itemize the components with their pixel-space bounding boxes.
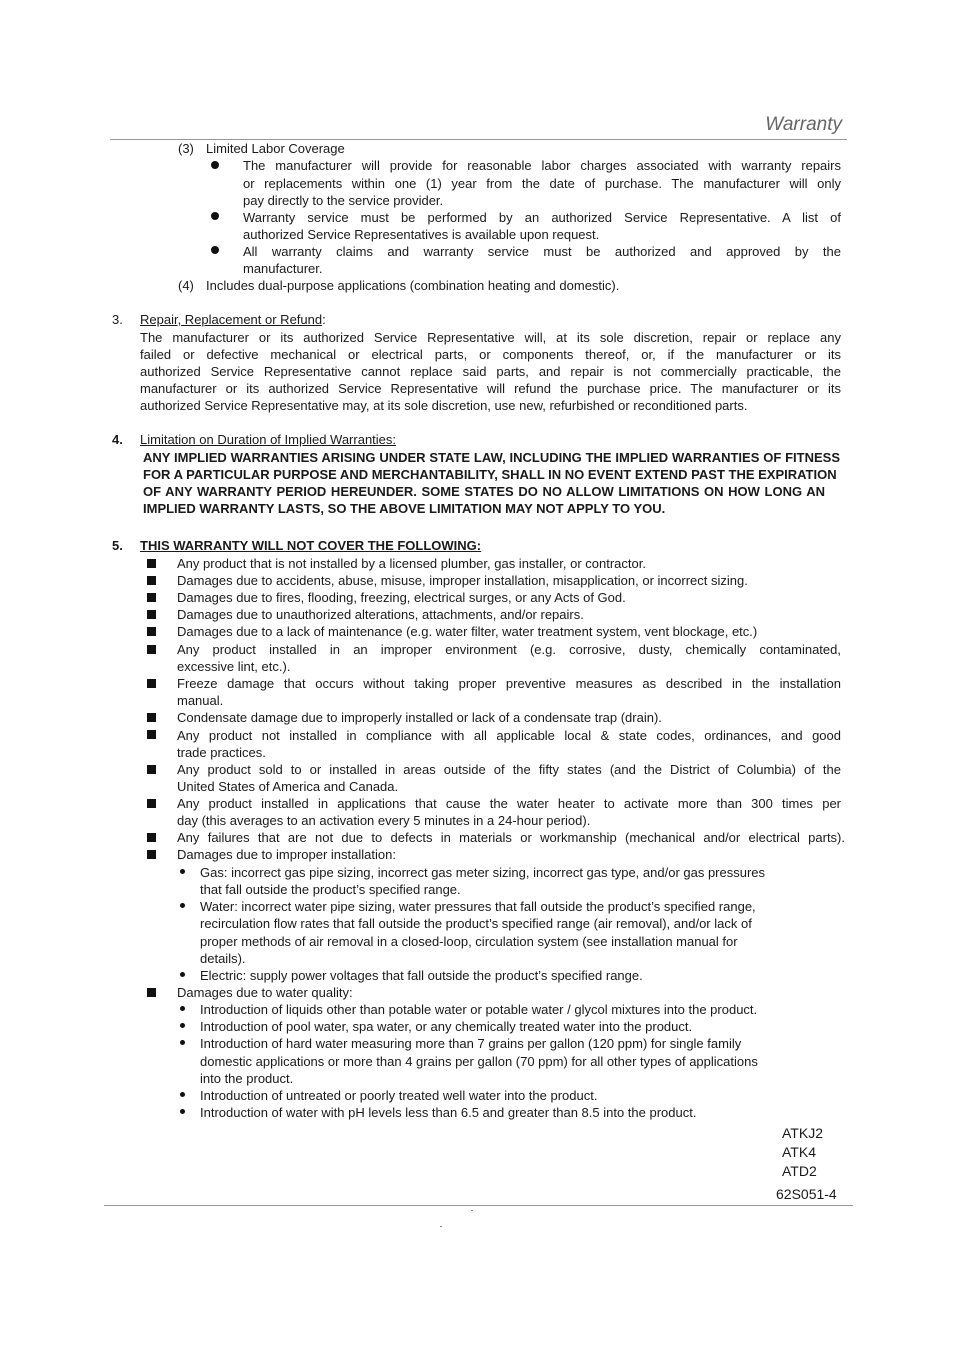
exclusion-line: Damages due to a lack of maintenance (e.g. water filter, water treatment system, vent blockage, etc.) bbox=[177, 624, 758, 639]
exclusion-line: trade practices. bbox=[177, 745, 266, 760]
exclusion-line: Damages due to fires, flooding, freezing, electrical surges, or any Acts of God. bbox=[177, 590, 626, 605]
paragraph-line: The manufacturer or its authorized Service Representative will, at its sole discretion, repair or replace any bbox=[140, 330, 841, 345]
square-bullet bbox=[147, 679, 156, 688]
bullet-dot bbox=[211, 212, 219, 220]
exclusion-line: Damages due to water quality: bbox=[177, 985, 353, 1000]
section-heading: Repair, Replacement or Refund: bbox=[140, 312, 326, 327]
sub-bullet-line: domestic applications or more than 4 grains per gallon (70 ppm) for all other types of applications bbox=[200, 1054, 758, 1069]
labor-bullet-line: or replacements within one (1) year from the date of purchase. The manufacturer will only bbox=[243, 176, 841, 191]
exclusion-line: Damages due to unauthorized alterations, attachments, and/or repairs. bbox=[177, 607, 584, 622]
sub-bullet bbox=[180, 903, 185, 908]
document-number: 62S051-4 bbox=[776, 1186, 837, 1202]
exclusion-line: manual. bbox=[177, 693, 224, 708]
exclusion-line: excessive lint, etc.). bbox=[177, 659, 291, 674]
sub-bullet-line: Introduction of hard water measuring more than 7 grains per gallon (120 ppm) for single family bbox=[200, 1036, 742, 1051]
square-bullet bbox=[147, 765, 156, 774]
sub-bullet-line: Introduction of pool water, spa water, or any chemically treated water into the product. bbox=[200, 1019, 693, 1034]
labor-bullet-line: authorized Service Representatives is available upon request. bbox=[243, 227, 600, 242]
square-bullet bbox=[147, 730, 156, 739]
square-bullet bbox=[147, 576, 156, 585]
sub-bullet bbox=[180, 1109, 185, 1114]
sub-bullet bbox=[180, 972, 185, 977]
paragraph-line: manufacturer or its authorized Service Representative will refund the purchase price. The manufacturer or its bbox=[140, 381, 841, 396]
section-heading: Limitation on Duration of Implied Warranties: bbox=[140, 432, 397, 447]
sub-bullet-line: proper methods of air removal in a closed-loop, circulation system (see installation manual for bbox=[200, 934, 738, 949]
page-title: Warranty bbox=[765, 114, 842, 135]
paragraph-line: failed or defective mechanical or electrical parts, or components thereof, or, if the manufacturer or its bbox=[140, 347, 841, 362]
exclusion-line: Any product installed in applications that cause the water heater to activate more than 300 times per bbox=[177, 796, 841, 811]
labor-bullet-line: The manufacturer will provide for reasonable labor charges associated with warranty repairs bbox=[243, 158, 841, 173]
paragraph-line: IMPLIED WARRANTY LASTS, SO THE ABOVE LIMITATION MAY NOT APPLY TO YOU. bbox=[143, 501, 666, 516]
exclusion-line: Any failures that are not due to defects in materials or workmanship (mechanical and/or electrical parts). bbox=[177, 830, 845, 845]
square-bullet bbox=[147, 559, 156, 568]
labor-heading: Limited Labor Coverage bbox=[206, 141, 345, 156]
square-bullet bbox=[147, 713, 156, 722]
exclusion-line: Condensate damage due to improperly installed or lack of a condensate trap (drain). bbox=[177, 710, 662, 725]
square-bullet bbox=[147, 799, 156, 808]
labor-bullet-line: Warranty service must be performed by an authorized Service Representative. A list of bbox=[243, 210, 841, 225]
section-number: 5. bbox=[112, 538, 123, 553]
sub-bullet bbox=[180, 869, 185, 874]
labor-bullet-line: manufacturer. bbox=[243, 261, 323, 276]
sub-bullet-line: into the product. bbox=[200, 1071, 294, 1086]
exclusion-line: United States of America and Canada. bbox=[177, 779, 399, 794]
exclusion-line: Any product that is not installed by a licensed plumber, gas installer, or contractor. bbox=[177, 556, 646, 571]
section-number: 3. bbox=[112, 312, 123, 327]
labor-item4-number: (4) bbox=[178, 278, 194, 293]
scan-speck bbox=[440, 1226, 442, 1227]
exclusion-line: Any product not installed in compliance with all applicable local & state codes, ordinances, and good bbox=[177, 728, 841, 743]
labor-bullet-line: pay directly to the service provider. bbox=[243, 193, 444, 208]
square-bullet bbox=[147, 593, 156, 602]
square-bullet bbox=[147, 850, 156, 859]
paragraph-line: FOR A PARTICULAR PURPOSE AND MERCHANTABILITY, SHALL IN NO EVENT EXTEND PAST THE EXPIRATION bbox=[143, 467, 837, 482]
model-list bbox=[782, 1124, 823, 1181]
sub-bullet bbox=[180, 1040, 185, 1045]
sub-bullet-line: Gas: incorrect gas pipe sizing, incorrect gas meter sizing, incorrect gas type, and/or gas pressures bbox=[200, 865, 766, 880]
model-number: ATK4 bbox=[782, 1144, 816, 1160]
sub-bullet bbox=[180, 1006, 185, 1011]
exclusion-line: Any product sold to or installed in areas outside of the fifty states (and the District of Columbia) of the bbox=[177, 762, 841, 777]
sub-bullet bbox=[180, 1092, 185, 1097]
footer-rule bbox=[104, 1205, 853, 1206]
bullet-dot bbox=[211, 161, 219, 169]
square-bullet bbox=[147, 988, 156, 997]
model-number: ATKJ2 bbox=[782, 1125, 823, 1141]
paragraph-line: ANY IMPLIED WARRANTIES ARISING UNDER STATE LAW, INCLUDING THE IMPLIED WARRANTIES OF FITNESS bbox=[143, 450, 840, 465]
paragraph-line: authorized Service Representative may, at its sole discretion, use new, refurbished or reconditioned parts. bbox=[140, 398, 748, 413]
section-heading: THIS WARRANTY WILL NOT COVER THE FOLLOWING: bbox=[140, 538, 482, 553]
labor-item4: Includes dual-purpose applications (combination heating and domestic). bbox=[206, 278, 620, 293]
exclusion-line: day (this averages to an activation every 5 minutes in a 24-hour period). bbox=[177, 813, 591, 828]
square-bullet bbox=[147, 627, 156, 636]
sub-bullet-line: that fall outside the product’s specified range. bbox=[200, 882, 461, 897]
section-number: 4. bbox=[112, 432, 123, 447]
labor-heading-number: (3) bbox=[178, 141, 194, 156]
sub-bullet-line: Water: incorrect water pipe sizing, water pressures that fall outside the product’s specified range, bbox=[200, 899, 756, 914]
exclusion-line: Any product installed in an improper environment (e.g. corrosive, dusty, chemically contaminated, bbox=[177, 642, 841, 657]
square-bullet bbox=[147, 645, 156, 654]
labor-bullet-line: All warranty claims and warranty service must be authorized and approved by the bbox=[243, 244, 841, 259]
sub-bullet-line: recirculation flow rates that fall outside the product’s specified range (air removal), and/or lack of bbox=[200, 916, 752, 931]
sub-bullet-line: Introduction of water with pH levels less than 6.5 and greater than 8.5 into the product. bbox=[200, 1105, 697, 1120]
paragraph-line: authorized Service Representative cannot replace said parts, and repair is not commercially practicable, the bbox=[140, 364, 841, 379]
square-bullet bbox=[147, 610, 156, 619]
exclusion-line: Damages due to improper installation: bbox=[177, 847, 396, 862]
sub-bullet-line: details). bbox=[200, 951, 246, 966]
model-number: ATD2 bbox=[782, 1163, 817, 1179]
square-bullet bbox=[147, 833, 156, 842]
sub-bullet-line: Introduction of untreated or poorly treated well water into the product. bbox=[200, 1088, 598, 1103]
scan-speck bbox=[471, 1210, 473, 1211]
exclusion-line: Damages due to accidents, abuse, misuse, improper installation, misapplication, or incorrect sizing. bbox=[177, 573, 748, 588]
sub-bullet-line: Introduction of liquids other than potable water or potable water / glycol mixtures into the product. bbox=[200, 1002, 758, 1017]
bullet-dot bbox=[211, 246, 219, 254]
sub-bullet-line: Electric: supply power voltages that fall outside the product’s specified range. bbox=[200, 968, 643, 983]
exclusion-line: Freeze damage that occurs without taking proper preventive measures as described in the installation bbox=[177, 676, 841, 691]
paragraph-line: OF ANY WARRANTY PERIOD HEREUNDER. SOME STATES DO NO ALLOW LIMITATIONS ON HOW LONG AN bbox=[143, 484, 825, 499]
sub-bullet bbox=[180, 1023, 185, 1028]
